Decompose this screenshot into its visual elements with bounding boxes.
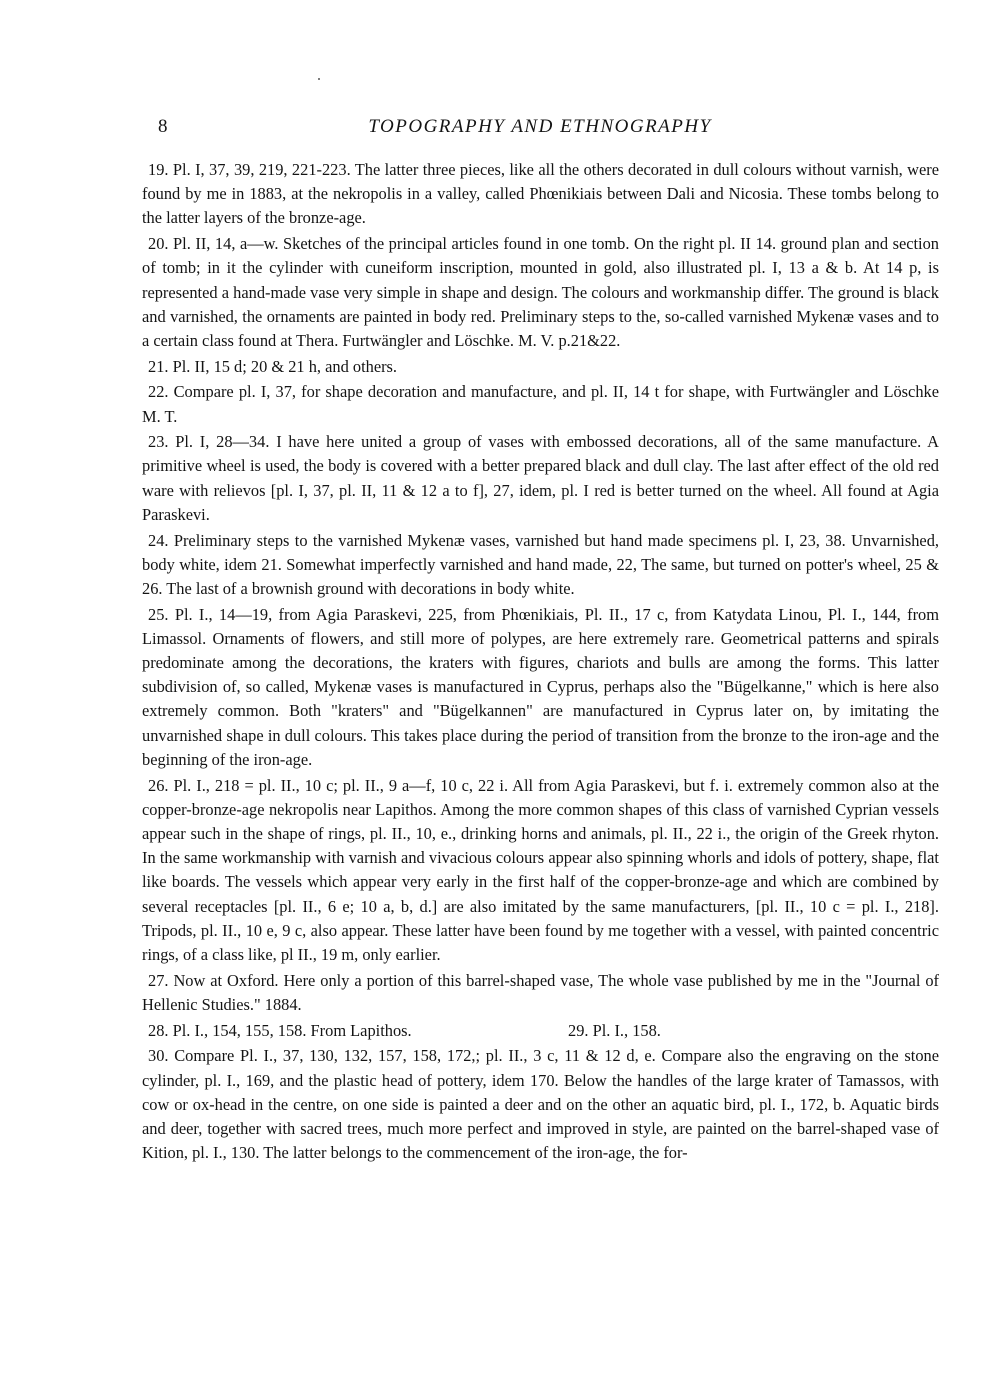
note-30: 30. Compare Pl. I., 37, 130, 132, 157, 158, 172,; pl. II., 3 c, 11 & 12 d, e. Compare also the engraving on the stone cylinder, pl. I., 169, and the plastic head of pottery, idem 170. Below the handles of the large krater of Tamassos, with cow or ox-head in the centre, on one side is painted a deer and on the other an aquatic bird, pl. I., 172, b. Aquatic birds and deer, together with sacred trees, much more perfect and improved in style, are painted on the barrel-shaped vase of Kition, pl. I., 130. The latter belongs to the commencement of the iron-age, the for-: [142, 1046, 939, 1163]
footnotes-body: [142, 158, 939, 1167]
note-25: 25. Pl. I., 14—19, from Agia Paraskevi, 225, from Phœnikiais, Pl. II., 17 c, from Katydata Linou, Pl. I., 144, from Limassol. Ornaments of flowers, and still more of polypes, are here extremely rare. Geometrical patterns and spirals predominate among the decorations, the kraters with figures, chariots and bulls are among the forms. This latter subdivision of, so called, Mykenæ vases is manufactured in Cyprus, perhaps also the "Bügelkanne," which is here also extremely common. Both "kraters" and "Bügelkannen" are manufactured in Cyprus later on, by imitating the unvarnished shape in dull colours. This takes place during the period of transition from the bronze to the iron-age and the beginning of the iron-age.: [142, 604, 939, 769]
note-26: 26. Pl. I., 218 = pl. II., 10 c; pl. II., 9 a—f, 10 c, 22 i. All from Agia Paraskevi, but f. i. extremely common also at the copper-bronze-age nekropolis near Lapithos. Among the more common shapes of this class of varnished Cyprian vessels appear such in the shape of rings, pl. II., 10, e., drinking horns and animals, pl. II., 22 i., the origin of the Greek rhyton. In the same workmanship with varnish and vivacious colours appear also spinning whorls and idols of pottery, shape, flat like boards. The vessels which appear very early in the first half of the copper-bronze-age and which are combined by several receptacles [pl. II., 6 e; 10 a, b, d.] are also imitated by the same manufacturers, [pl. II., 10 c = pl. I., 218]. Tripods, pl. II., 10 e, 9 c, also appear. These latter have been found by me together with a vessel, with painted concentric rings, of a class like, pl II., 19 m, only earlier.: [142, 775, 939, 964]
note-27: 27. Now at Oxford. Here only a portion of this barrel-shaped vase, The whole vase published by me in the "Journal of Hellenic Studies." 1884.: [142, 970, 939, 1014]
running-title: TOPOGRAPHY AND ETHNOGRAPHY: [368, 116, 712, 137]
note-20: 20. Pl. II, 14, a—w. Sketches of the principal articles found in one tomb. On the right pl. II 14. ground plan and section of tomb; in it the cylinder with cuneiform inscription, mounted in gold, also illustrated pl. I, 13 a & b. At 14 p, is represented a hand-made vase very simple in shape and design. The colours and workmanship differ. The ground is black and varnished, the ornaments are painted in body red. Preliminary steps to the, so-called varnished Mykenæ vases and to a certain class found at Thera. Furtwängler and Löschke. M. V. p.21&22.: [142, 234, 939, 350]
page-number: 8: [158, 116, 168, 137]
notes-28-29-row: [142, 1019, 939, 1043]
note-22: 22. Compare pl. I, 37, for shape decoration and manufacture, and pl. II, 14 t for shape, with Furtwängler and Löschke M. T.: [142, 382, 939, 426]
note-23: 23. Pl. I, 28—34. I have here united a group of vases with embossed decorations, all of the same manufacture. A primitive wheel is used, the body is covered with a better prepared black and dull clay. The last after effect of the old red ware with relievos [pl. I, 37, pl. II, 11 & 12 a to f], 27, idem, pl. I red is better turned on the wheel. All found at Agia Paraskevi.: [142, 432, 939, 524]
note-29: 29. Pl. I., 158.: [568, 1020, 661, 1040]
note-19: 19. Pl. I, 37, 39, 219, 221-223. The latter three pieces, like all the others decorated in dull colours without varnish, were found by me in 1883, at the nekropolis in a valley, called Phœnikiais between Dali and Nicosia. These tombs belong to the latter layers of the bronze-age.: [142, 160, 939, 228]
note-21: 21. Pl. II, 15 d; 20 & 21 h, and others.: [148, 356, 398, 376]
note-24: 24. Preliminary steps to the varnished Mykenæ vases, varnished but hand made specimens pl. I, 23, 38. Unvarnished, body white, idem 21. Somewhat imperfectly varnished and hand made, 22, The same, but turned on potter's wheel, 25 & 26. The last of a brownish ground with decorations in body white.: [142, 530, 939, 598]
note-28: 28. Pl. I., 154, 155, 158. From Lapithos.: [148, 1020, 412, 1040]
page-header: [140, 116, 940, 146]
print-speck: [318, 78, 320, 80]
